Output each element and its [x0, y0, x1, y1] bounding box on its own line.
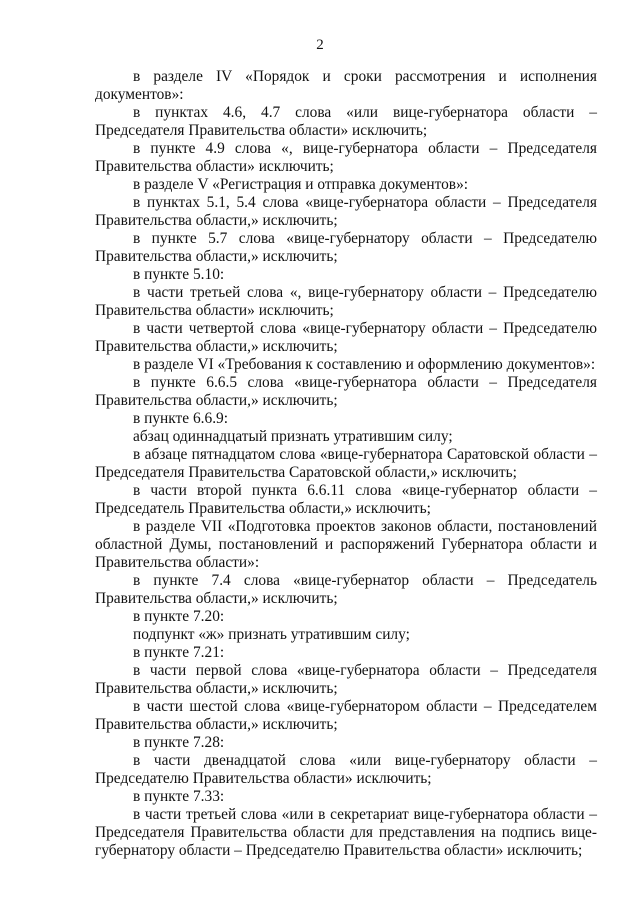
- paragraph: в пунктах 5.1, 5.4 слова «вице-губернатора области – Председателя Правительства области,» исключить;: [95, 194, 597, 229]
- paragraph: в пункте 7.21:: [133, 644, 225, 661]
- paragraph: в части двенадцатой слова «или вице-губернатору области – Председателю Правительства области» исключить;: [95, 752, 597, 787]
- paragraph: в части шестой слова «вице-губернатором области – Председателем Правительства области,» исключить;: [95, 698, 597, 733]
- paragraph: в пункте 5.7 слова «вице-губернатору области – Председателю Правительства области,» исключить;: [95, 230, 597, 265]
- paragraph: в пункте 6.6.9:: [133, 410, 229, 427]
- paragraph: в разделе VI «Требования к составлению и оформлению документов»:: [133, 356, 596, 373]
- page-number: 2: [316, 37, 324, 53]
- paragraph: в части третьей слова «или в секретариат вице-губернатора области – Председателя Правительства области для представления на подпись вице-губернатору области – Председателю Правительства области» исключить;: [95, 806, 597, 859]
- paragraph: в пункте 4.9 слова «, вице-губернатора области – Председателя Правительства области» исключить;: [95, 140, 597, 175]
- paragraph: в части первой слова «вице-губернатора области – Председателя Правительства области,» исключить;: [95, 662, 597, 697]
- paragraph: в пункте 7.20:: [133, 608, 225, 625]
- paragraph: в части второй пункта 6.6.11 слова «вице-губернатор области – Председатель Правительства области,» исключить;: [95, 482, 597, 517]
- paragraph: в разделе VII «Подготовка проектов законов области, постановлений областной Думы, постановлений и распоряжений Губернатора области и Правительства области»:: [95, 518, 597, 571]
- paragraph: подпункт «ж» признать утратившим силу;: [133, 626, 410, 643]
- document-body: [95, 68, 597, 860]
- paragraph: в пункте 7.28:: [133, 734, 225, 751]
- paragraph: в части четвертой слова «вице-губернатору области – Председателю Правительства области,» исключить;: [95, 320, 597, 355]
- paragraph: в части третьей слова «, вице-губернатору области – Председателю Правительства области» исключить;: [95, 284, 597, 319]
- paragraph: в разделе V «Регистрация и отправка документов»:: [133, 176, 469, 193]
- paragraph: в пункте 7.33:: [133, 788, 225, 805]
- paragraph: в пунктах 4.6, 4.7 слова «или вице-губернатора области – Председателя Правительства области» исключить;: [95, 104, 597, 139]
- paragraph: в пункте 5.10:: [133, 266, 225, 283]
- paragraph: в абзаце пятнадцатом слова «вице-губернатора Саратовской области – Председателя Правительства Саратовской области,» исключить;: [95, 446, 597, 481]
- paragraph: в пункте 7.4 слова «вице-губернатор области – Председатель Правительства области,» исключить;: [95, 572, 597, 607]
- paragraph: в пункте 6.6.5 слова «вице-губернатора области – Председателя Правительства области,» исключить;: [95, 374, 597, 409]
- paragraph: в разделе IV «Порядок и сроки рассмотрения и исполнения документов»:: [95, 68, 597, 103]
- paragraph: абзац одиннадцатый признать утратившим силу;: [133, 428, 453, 445]
